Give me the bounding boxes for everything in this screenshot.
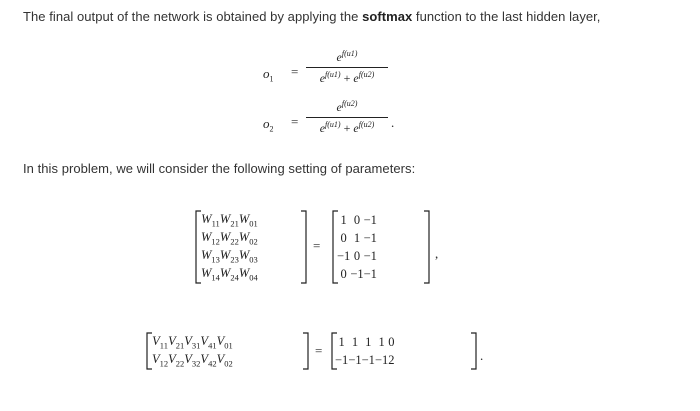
v-var-cell: $V_{21}$ bbox=[168, 333, 185, 351]
o2-equals: = bbox=[291, 114, 299, 129]
w-var-cell: $W_{04}$ bbox=[238, 265, 258, 283]
o1-fraction bbox=[306, 49, 388, 86]
v-value-cell: −1 bbox=[374, 352, 389, 367]
v-value-cell: 2 bbox=[388, 352, 395, 367]
v-value-cell: 1 bbox=[338, 334, 345, 349]
w-var-cell: $W_{03}$ bbox=[238, 247, 258, 265]
v-equals: = bbox=[315, 343, 323, 358]
w-equals: = bbox=[313, 238, 321, 253]
w-value-cell: 0 bbox=[353, 248, 361, 263]
w-value-cell: −1 bbox=[337, 248, 351, 263]
w-value-table bbox=[337, 211, 377, 283]
w-value-cell: 0 bbox=[340, 230, 347, 245]
w-var-cell: $W_{22}$ bbox=[219, 229, 239, 247]
w-var-cell: $W_{12}$ bbox=[201, 229, 220, 247]
o2-numerator: $e^{f(u2)}$ bbox=[336, 99, 358, 114]
setting-paragraph: In this problem, we will consider the following setting of parameters: bbox=[23, 161, 416, 176]
w-value-cell: −1 bbox=[363, 212, 377, 227]
o1-equals: = bbox=[291, 64, 299, 79]
v-value-table bbox=[335, 333, 395, 369]
v-value-cell: −1 bbox=[361, 352, 375, 367]
o2-fraction bbox=[306, 99, 388, 136]
w-end-punct: , bbox=[435, 246, 439, 261]
o2-fraction-bar bbox=[306, 117, 388, 118]
w-value-cell: 1 bbox=[340, 212, 347, 227]
o2-lhs: $o_2$ bbox=[263, 116, 274, 134]
w-value-cell: −1 bbox=[363, 230, 377, 245]
softmax-term: softmax bbox=[362, 9, 413, 24]
v-var-cell: $V_{01}$ bbox=[216, 333, 233, 351]
o1-fraction-bar bbox=[306, 67, 388, 68]
w-var-cell: $W_{02}$ bbox=[238, 229, 258, 247]
v-value-cell: 1 bbox=[351, 334, 359, 349]
v-value-cell: 0 bbox=[388, 334, 395, 349]
o1-denominator: $e^{f(u1)} + e^{f(u2)}$ bbox=[319, 70, 375, 85]
w-values-right-bracket bbox=[423, 210, 431, 284]
v-value-cell: 1 bbox=[365, 334, 372, 349]
intro-paragraph bbox=[23, 9, 600, 24]
v-end-punct: . bbox=[480, 348, 484, 363]
w-value-cell: −1 bbox=[363, 248, 377, 263]
v-variable-table bbox=[152, 333, 233, 369]
w-var-cell: $W_{11}$ bbox=[201, 211, 220, 229]
v-var-cell: $V_{31}$ bbox=[184, 333, 201, 351]
w-value-cell: 0 bbox=[353, 212, 361, 227]
w-var-cell: $W_{23}$ bbox=[219, 247, 239, 265]
w-var-cell: $W_{01}$ bbox=[238, 211, 258, 229]
v-value-cell: −1 bbox=[335, 352, 349, 367]
v-var-cell: $V_{22}$ bbox=[168, 351, 185, 369]
w-variable-table bbox=[201, 211, 258, 283]
v-var-cell: $V_{41}$ bbox=[200, 333, 217, 351]
v-values-right-bracket bbox=[470, 332, 478, 370]
intro-prefix: The final output of the network is obtained by applying the bbox=[23, 9, 363, 24]
intro-suffix: function to the last hidden layer, bbox=[412, 9, 601, 24]
o2-denominator: $e^{f(u1)} + e^{f(u2)}$ bbox=[319, 120, 375, 135]
w-value-cell: −1 bbox=[350, 266, 364, 281]
w-var-cell: $W_{14}$ bbox=[201, 265, 220, 283]
o1-numerator: $e^{f(u1)}$ bbox=[336, 49, 358, 64]
v-var-cell: $V_{32}$ bbox=[184, 351, 201, 369]
w-var-cell: $W_{21}$ bbox=[219, 211, 239, 229]
v-var-cell: $V_{02}$ bbox=[216, 351, 233, 369]
w-value-cell: 1 bbox=[353, 230, 361, 245]
v-var-cell: $V_{11}$ bbox=[152, 333, 168, 351]
o1-lhs: $o_1$ bbox=[263, 66, 274, 84]
v-right-bracket bbox=[302, 332, 310, 370]
w-right-bracket bbox=[300, 210, 308, 284]
v-value-cell: 1 bbox=[378, 334, 385, 349]
o2-end-punct: . bbox=[391, 115, 395, 130]
v-var-cell: $V_{42}$ bbox=[200, 351, 217, 369]
w-var-cell: $W_{13}$ bbox=[201, 247, 220, 265]
w-value-cell: −1 bbox=[363, 266, 377, 281]
w-value-cell: 0 bbox=[340, 266, 347, 281]
v-value-cell: −1 bbox=[348, 352, 362, 367]
w-var-cell: $W_{24}$ bbox=[219, 265, 239, 283]
v-var-cell: $V_{12}$ bbox=[152, 351, 169, 369]
